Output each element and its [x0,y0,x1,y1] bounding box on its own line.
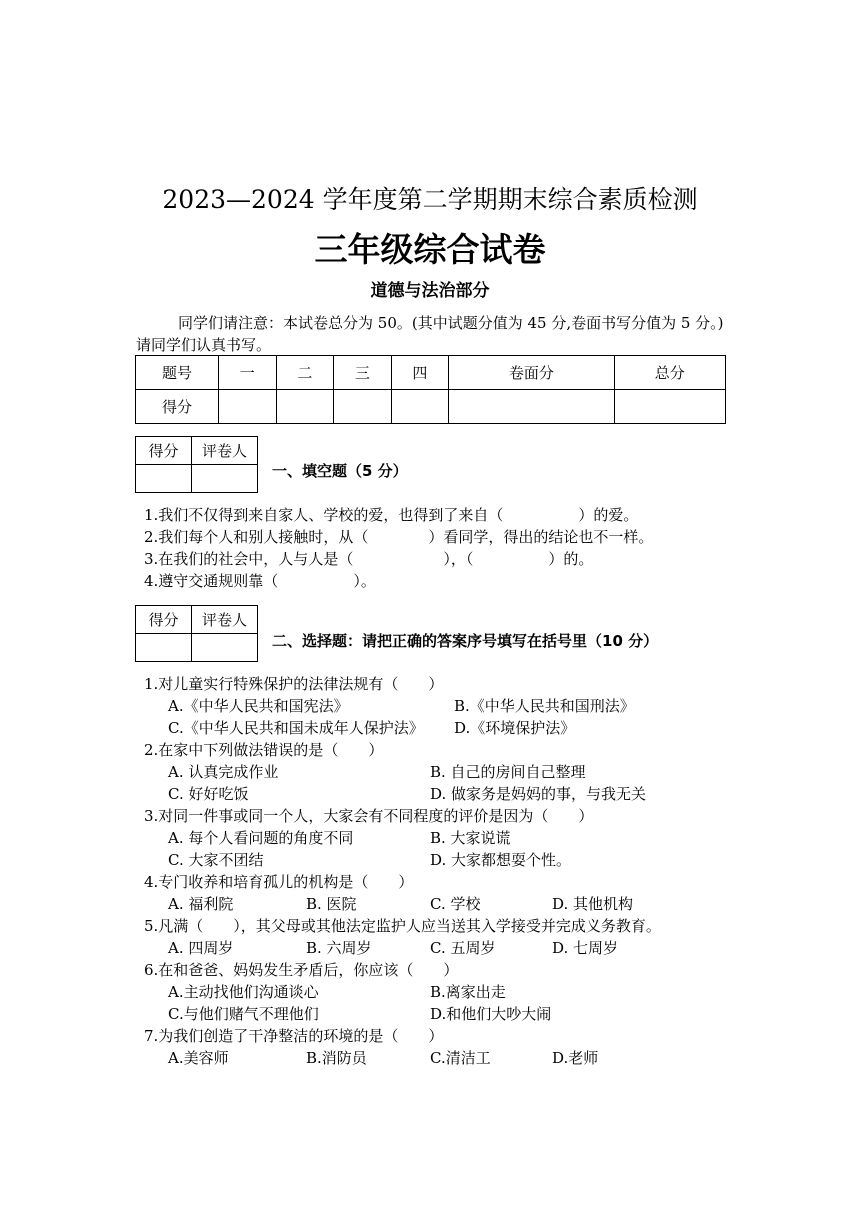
choice-question-stem: 7.为我们创造了干净整洁的环境的是（ ） [144,1027,444,1045]
score-table-header: 四 [391,356,449,390]
option: B.消防员 [306,1049,367,1067]
grader-name-cell[interactable] [192,634,258,662]
option: A. 认真完成作业 [168,763,279,781]
score-table-header: 卷面分 [449,356,614,390]
score-table-header: 题号 [136,356,219,390]
option-row [144,1003,744,1025]
option: C. 大家不团结 [168,851,264,869]
score-cell[interactable] [391,390,449,424]
option: C. 学校 [430,895,481,913]
grader-score-label: 得分 [136,606,192,634]
option-row [144,783,744,805]
fill-question: 3.在我们的社会中，人与人是（ ），（ ）的。 [144,550,594,568]
choice-question-stem: 5.凡满（ ），其父母或其他法定监护人应当送其入学接受并完成义务教育。 [144,917,661,935]
section2-heading: 二、选择题：请把正确的答案序号填写在括号里（10 分） [272,632,659,650]
option-row [144,717,744,739]
option: B. 大家说谎 [430,829,511,847]
score-cell[interactable] [614,390,725,424]
section1-heading: 一、填空题（5 分） [272,462,408,480]
score-cell[interactable] [276,390,334,424]
section-part-title: 道德与法治部分 [370,281,490,301]
grader-name-label: 评卷人 [192,606,258,634]
grader-name-cell[interactable] [192,465,258,493]
option: A. 福利院 [168,895,234,913]
exam-title: 2023—2024 学年度第二学期期末综合素质检测 [162,185,698,214]
option: B. 医院 [306,895,357,913]
option: B.《中华人民共和国刑法》 [454,697,635,715]
score-table-header-row [136,356,726,390]
choice-question-stem: 1.对儿童实行特殊保护的法律法规有（ ） [144,675,444,693]
option: D.老师 [552,1049,599,1067]
score-row-label: 得分 [136,390,219,424]
option: D. 七周岁 [552,939,619,957]
option-row [144,893,744,915]
option: A. 每个人看问题的角度不同 [168,829,354,847]
option-row [144,695,744,717]
score-cell[interactable] [219,390,277,424]
option: B.离家出走 [430,983,506,1001]
option: A.《中华人民共和国宪法》 [168,697,349,715]
score-table [135,355,726,424]
score-table-header: 总分 [614,356,725,390]
option-row [144,981,744,1003]
option: D.《环境保护法》 [454,719,576,737]
option: A.美容师 [168,1049,229,1067]
grader-box-section2 [135,605,258,662]
fill-question: 1.我们不仅得到来自家人、学校的爱，也得到了来自（ ）的爱。 [144,506,639,524]
option: C.《中华人民共和国未成年人保护法》 [168,719,424,737]
option-row [144,937,744,959]
score-table-header: 一 [219,356,277,390]
option-row [144,849,744,871]
grader-score-label: 得分 [136,437,192,465]
notice-text: 同学们请注意：本试卷总分为 50。(其中试题分值为 45 分,卷面书写分值为 5 分。)请同学们认真书写。 [136,314,724,354]
score-table-header: 三 [334,356,392,390]
option: B. 自己的房间自己整理 [430,763,586,781]
grader-box-section1 [135,436,258,493]
score-cell[interactable] [334,390,392,424]
section1-questions [144,504,744,592]
grader-score-cell[interactable] [136,465,192,493]
score-table-score-row [136,390,726,424]
option: A.主动找他们沟通谈心 [168,983,319,1001]
option: D. 大家都想耍个性。 [430,851,572,869]
choice-question-stem: 3.对同一件事或同一个人，大家会有不同程度的评价是因为（ ） [144,807,594,825]
option: B. 六周岁 [306,939,372,957]
choice-question-stem: 4.专门收养和培育孤儿的机构是（ ） [144,873,414,891]
score-cell[interactable] [449,390,614,424]
choice-question-stem: 6.在和爸爸、妈妈发生矛盾后，你应该（ ） [144,961,459,979]
option: A. 四周岁 [168,939,234,957]
option: C.与他们赌气不理他们 [168,1005,319,1023]
option-row [144,827,744,849]
option: D. 做家务是妈妈的事，与我无关 [430,785,647,803]
fill-question: 4.遵守交通规则靠（ ）。 [144,572,376,590]
option: C. 好好吃饭 [168,785,249,803]
option: D.和他们大吵大闹 [430,1005,552,1023]
option: C. 五周岁 [430,939,496,957]
option: D. 其他机构 [552,895,634,913]
score-table-header: 二 [276,356,334,390]
grader-score-cell[interactable] [136,634,192,662]
section2-questions [144,673,744,1069]
option: C.清洁工 [430,1049,491,1067]
choice-question-stem: 2.在家中下列做法错误的是（ ） [144,741,384,759]
fill-question: 2.我们每个人和别人接触时，从（ ）看同学，得出的结论也不一样。 [144,528,654,546]
option-row [144,1047,744,1069]
exam-subject-title: 三年级综合试卷 [314,230,546,269]
option-row [144,761,744,783]
grader-name-label: 评卷人 [192,437,258,465]
